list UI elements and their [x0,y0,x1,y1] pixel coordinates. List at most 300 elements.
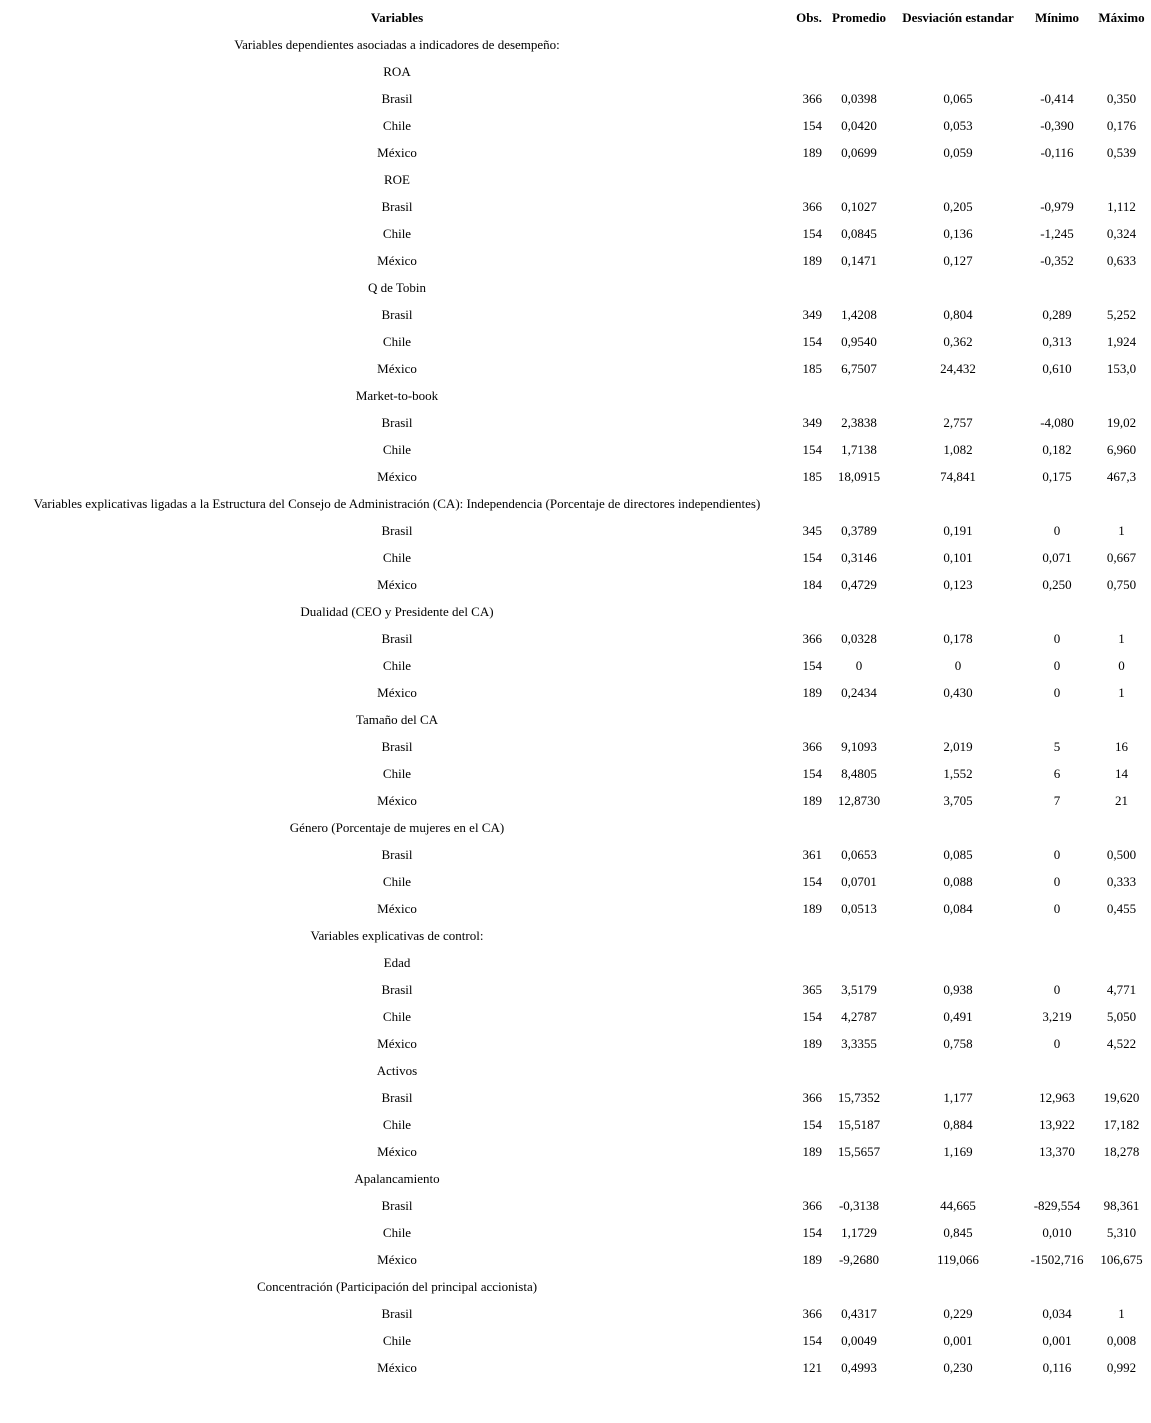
cell-promedio: 0,0420 [841,118,877,133]
table-row [0,1354,1151,1381]
cell-promedio: 1,4208 [841,307,877,322]
table-row [0,1057,1151,1084]
cell-minimo: 0,010 [1042,1225,1072,1240]
row-label: Q de Tobin [367,280,427,295]
table-row [0,166,1151,193]
table-row [0,274,1151,301]
cell-promedio: 0,4729 [841,577,877,592]
cell-promedio [824,598,894,625]
row-label: Brasil [381,1090,413,1105]
cell-promedio: 0,0653 [841,847,877,862]
cell-minimo: 0 [1053,631,1061,646]
cell-promedio: 2,3838 [841,415,877,430]
cell-minimo [1022,1273,1092,1300]
row-label: ROA [383,64,411,79]
row-label: México [377,1144,417,1159]
cell-obs: 185 [802,469,822,484]
cell-minimo [1022,382,1092,409]
cell-maximo [1092,31,1151,58]
row-label: México [377,685,417,700]
table-row [0,193,1151,220]
cell-promedio: 0,4993 [841,1360,877,1375]
cell-desviacion: 0,804 [943,307,973,322]
row-label: Brasil [381,982,413,997]
row-label: México [377,361,417,376]
cell-desviacion: 0,059 [943,145,973,160]
cell-promedio: 0,1027 [841,199,877,214]
table-row [0,409,1151,436]
row-label: México [377,577,417,592]
cell-desviacion [894,58,1022,85]
cell-minimo: 0 [1053,658,1061,673]
row-label: Chile [382,1009,412,1024]
cell-minimo: 6 [1053,766,1061,781]
cell-promedio: 1,1729 [841,1225,877,1240]
table-row [0,1300,1151,1327]
cell-minimo [1022,490,1092,517]
cell-minimo: -0,979 [1040,199,1074,214]
table-row [0,571,1151,598]
cell-minimo: 0,001 [1042,1333,1072,1348]
cell-desviacion [894,814,1022,841]
row-label: Variables explicativas ligadas a la Estructura del Consejo de Administración (CA): Independencia (Porcentaje de directores independientes) [33,496,761,511]
cell-minimo: -4,080 [1040,415,1074,430]
cell-obs: 349 [802,415,822,430]
cell-desviacion: 0,136 [943,226,973,241]
cell-maximo: 21 [1115,793,1128,808]
header-obs: Obs. [796,10,822,25]
cell-maximo: 5,310 [1106,1225,1137,1240]
cell-minimo: 0,034 [1042,1306,1072,1321]
table-row [0,58,1151,85]
cell-maximo: 1,924 [1106,334,1137,349]
row-label: Brasil [381,523,413,538]
cell-maximo: 0,455 [1106,901,1137,916]
cell-desviacion [894,949,1022,976]
cell-desviacion: 0,101 [943,550,973,565]
table-row [0,85,1151,112]
cell-minimo: -1502,716 [1030,1252,1084,1267]
cell-promedio: -0,3138 [838,1198,880,1213]
cell-obs: 366 [802,199,822,214]
cell-obs [794,598,824,625]
row-label: Chile [382,658,412,673]
cell-obs: 189 [802,1144,822,1159]
cell-maximo: 0,176 [1106,118,1137,133]
table-row [0,328,1151,355]
cell-obs: 154 [802,118,822,133]
table-row [0,976,1151,1003]
cell-desviacion: 0,127 [943,253,973,268]
cell-promedio: 0,0699 [841,145,877,160]
row-label: ROE [384,172,410,187]
cell-minimo: -0,116 [1040,145,1074,160]
cell-promedio: 0,3789 [841,523,877,538]
cell-promedio [824,922,894,949]
cell-obs: 154 [802,334,822,349]
cell-maximo: 153,0 [1106,361,1137,376]
cell-desviacion: 0,229 [943,1306,973,1321]
cell-minimo [1022,58,1092,85]
cell-maximo: 0,667 [1106,550,1137,565]
cell-promedio: 9,1093 [841,739,877,754]
cell-minimo: 0,289 [1042,307,1072,322]
cell-desviacion: 0,205 [943,199,973,214]
cell-desviacion: 74,841 [940,469,976,484]
cell-maximo: 4,771 [1106,982,1137,997]
cell-obs [794,922,824,949]
table-row [0,652,1151,679]
cell-minimo: 13,370 [1039,1144,1075,1159]
table-row [0,112,1151,139]
cell-obs: 185 [802,361,822,376]
cell-obs: 189 [802,1036,822,1051]
table-row [0,868,1151,895]
cell-obs [794,274,824,301]
cell-minimo: -0,352 [1040,253,1074,268]
cell-minimo: -0,390 [1040,118,1074,133]
cell-maximo: 98,361 [1103,1198,1140,1213]
cell-maximo [1092,922,1151,949]
row-label: México [377,793,417,808]
cell-desviacion: 1,552 [943,766,973,781]
cell-desviacion: 24,432 [940,361,976,376]
table-row [0,31,1151,58]
cell-obs: 366 [802,1198,822,1213]
cell-desviacion: 1,177 [943,1090,973,1105]
row-label: Chile [382,1225,412,1240]
cell-maximo: 4,522 [1106,1036,1137,1051]
cell-maximo [1092,490,1151,517]
cell-promedio: 0,9540 [841,334,877,349]
table-row [0,1327,1151,1354]
table-body [0,31,1151,1381]
cell-maximo: 1,112 [1107,199,1136,214]
cell-obs: 121 [802,1360,822,1375]
cell-desviacion: 0,191 [943,523,973,538]
cell-minimo [1022,814,1092,841]
cell-maximo: 1 [1118,1306,1125,1321]
cell-minimo: 0 [1053,901,1061,916]
table-row [0,1138,1151,1165]
cell-desviacion: 0,178 [943,631,973,646]
cell-promedio: 0,0049 [841,1333,877,1348]
cell-minimo: 7 [1053,793,1061,808]
cell-obs: 154 [802,1117,822,1132]
cell-promedio: 12,8730 [837,793,881,808]
table-row [0,1165,1151,1192]
cell-obs [794,814,824,841]
cell-obs: 184 [802,577,822,592]
cell-maximo: 0,539 [1106,145,1137,160]
cell-minimo: 3,219 [1042,1009,1072,1024]
cell-desviacion: 0,065 [943,91,973,106]
cell-minimo [1022,31,1092,58]
cell-minimo [1022,166,1092,193]
cell-maximo [1092,1057,1151,1084]
table-row [0,1030,1151,1057]
cell-obs: 366 [802,631,822,646]
cell-promedio: 8,4805 [841,766,877,781]
row-label: Market-to-book [355,388,439,403]
table-row [0,733,1151,760]
cell-maximo [1092,706,1151,733]
cell-maximo: 5,050 [1106,1009,1137,1024]
table-row [0,490,1151,517]
cell-desviacion [894,382,1022,409]
header-promedio: Promedio [832,10,886,25]
row-label: Chile [382,874,412,889]
row-label: Chile [382,1117,412,1132]
table-row [0,895,1151,922]
cell-minimo: 0 [1053,685,1061,700]
row-label: Activos [376,1063,418,1078]
cell-desviacion: 0,230 [943,1360,973,1375]
cell-desviacion [894,598,1022,625]
cell-minimo: 0 [1053,982,1061,997]
cell-promedio [824,706,894,733]
cell-desviacion [894,706,1022,733]
cell-minimo [1022,598,1092,625]
table-row [0,706,1151,733]
cell-desviacion: 0,938 [943,982,973,997]
row-label: Brasil [381,307,413,322]
table-row [0,139,1151,166]
cell-obs: 154 [802,1009,822,1024]
cell-minimo [1022,1057,1092,1084]
cell-desviacion: 3,705 [943,793,973,808]
cell-maximo: 1 [1118,631,1125,646]
cell-obs: 189 [802,145,822,160]
table-row [0,301,1151,328]
table-row [0,517,1151,544]
table-row [0,841,1151,868]
cell-obs [794,706,824,733]
row-label: Variables explicativas de control: [310,928,484,943]
cell-maximo [1092,382,1151,409]
cell-desviacion: 2,757 [943,415,973,430]
cell-promedio: 4,2787 [841,1009,877,1024]
cell-desviacion [894,490,1022,517]
cell-maximo: 0,324 [1106,226,1137,241]
row-label: Brasil [381,847,413,862]
cell-obs: 366 [802,1306,822,1321]
cell-promedio: 15,5187 [837,1117,881,1132]
cell-promedio [824,274,894,301]
cell-obs: 345 [802,523,822,538]
cell-maximo [1092,58,1151,85]
cell-maximo [1092,274,1151,301]
cell-desviacion: 119,066 [937,1252,979,1267]
cell-desviacion: 1,169 [943,1144,973,1159]
cell-desviacion: 0,758 [943,1036,973,1051]
cell-minimo: 5 [1053,739,1061,754]
row-label: México [377,1036,417,1051]
cell-promedio: 6,7507 [841,361,877,376]
cell-desviacion [894,1057,1022,1084]
cell-minimo: 0,313 [1042,334,1072,349]
cell-maximo: 19,620 [1103,1090,1140,1105]
cell-obs: 366 [802,1090,822,1105]
cell-promedio [824,1273,894,1300]
cell-desviacion: 1,082 [943,442,973,457]
cell-minimo [1022,922,1092,949]
header-row [0,4,1151,31]
cell-minimo: 0,071 [1042,550,1072,565]
row-label: Brasil [381,415,413,430]
cell-minimo [1022,1165,1092,1192]
cell-desviacion: 0,085 [943,847,973,862]
cell-minimo: 0,182 [1042,442,1072,457]
table-row [0,382,1151,409]
cell-obs [794,1165,824,1192]
cell-maximo: 6,960 [1106,442,1137,457]
cell-obs: 189 [802,901,822,916]
cell-promedio: 3,3355 [841,1036,877,1051]
cell-obs [794,58,824,85]
cell-minimo: 0 [1053,847,1061,862]
cell-promedio: 15,7352 [837,1090,881,1105]
cell-maximo [1092,814,1151,841]
cell-obs [794,490,824,517]
cell-promedio: 18,0915 [837,469,881,484]
cell-desviacion: 0,053 [943,118,973,133]
cell-promedio: 0,0513 [841,901,877,916]
cell-desviacion [894,31,1022,58]
cell-promedio: -9,2680 [838,1252,880,1267]
cell-minimo: -829,554 [1033,1198,1081,1213]
header-desviacion: Desviación estandar [902,10,1014,25]
table-row [0,1273,1151,1300]
row-label: México [377,901,417,916]
row-label: Dualidad (CEO y Presidente del CA) [300,604,494,619]
cell-maximo: 0,333 [1106,874,1137,889]
row-label: Chile [382,442,412,457]
cell-obs [794,949,824,976]
cell-desviacion: 0 [954,658,962,673]
cell-minimo [1022,706,1092,733]
cell-desviacion: 0,001 [943,1333,973,1348]
cell-desviacion: 0,084 [943,901,973,916]
cell-obs [794,166,824,193]
row-label: Chile [382,226,412,241]
cell-maximo: 5,252 [1106,307,1137,322]
table-row [0,949,1151,976]
row-label: México [377,253,417,268]
table-row [0,247,1151,274]
cell-desviacion: 0,123 [943,577,973,592]
cell-maximo: 467,3 [1106,469,1137,484]
cell-obs: 361 [802,847,822,862]
cell-obs: 154 [802,226,822,241]
cell-desviacion: 44,665 [940,1198,976,1213]
cell-maximo: 0,008 [1106,1333,1137,1348]
cell-promedio: 0,0398 [841,91,877,106]
cell-obs [794,1057,824,1084]
cell-promedio [824,58,894,85]
cell-obs: 154 [802,1225,822,1240]
cell-maximo: 0 [1118,658,1125,673]
cell-maximo: 1 [1118,685,1125,700]
cell-desviacion: 0,088 [943,874,973,889]
cell-obs: 189 [802,685,822,700]
table-row [0,463,1151,490]
cell-obs: 365 [802,982,822,997]
cell-desviacion: 0,884 [943,1117,973,1132]
cell-promedio: 15,5657 [837,1144,881,1159]
row-label: Chile [382,766,412,781]
cell-minimo: 12,963 [1039,1090,1075,1105]
cell-promedio: 0 [855,658,863,673]
cell-promedio: 0,2434 [841,685,877,700]
row-label: Variables dependientes asociadas a indicadores de desempeño: [234,37,560,52]
cell-promedio [824,166,894,193]
table-row [0,220,1151,247]
cell-maximo: 18,278 [1103,1144,1140,1159]
cell-promedio [824,1057,894,1084]
row-label: Apalancamiento [354,1171,440,1186]
header-minimo: Mínimo [1034,10,1080,25]
table-row [0,922,1151,949]
cell-promedio: 0,0328 [841,631,877,646]
row-label: Brasil [381,631,413,646]
cell-desviacion: 0,845 [943,1225,973,1240]
cell-minimo: 0 [1053,1036,1061,1051]
cell-desviacion [894,274,1022,301]
cell-maximo: 16 [1115,739,1128,754]
cell-minimo: -1,245 [1040,226,1074,241]
table-row [0,355,1151,382]
cell-maximo: 0,992 [1106,1360,1137,1375]
cell-obs: 349 [802,307,822,322]
table-row [0,1003,1151,1030]
cell-obs: 154 [802,658,822,673]
cell-desviacion: 0,430 [943,685,973,700]
cell-minimo: 0,175 [1042,469,1072,484]
cell-minimo: 0,250 [1042,577,1072,592]
cell-promedio: 0,4317 [841,1306,877,1321]
cell-maximo: 14 [1115,766,1128,781]
cell-desviacion [894,922,1022,949]
cell-maximo: 0,350 [1106,91,1137,106]
cell-desviacion [894,166,1022,193]
cell-desviacion [894,1165,1022,1192]
cell-promedio: 0,0845 [841,226,877,241]
row-label: Chile [382,1333,412,1348]
cell-maximo: 17,182 [1103,1117,1140,1132]
row-label: Concentración (Participación del principal accionista) [256,1279,538,1294]
cell-maximo [1092,1273,1151,1300]
cell-promedio: 1,7138 [841,442,877,457]
cell-minimo: 13,922 [1039,1117,1075,1132]
cell-minimo [1022,274,1092,301]
cell-maximo: 0,500 [1106,847,1137,862]
table-row [0,436,1151,463]
row-label: Brasil [381,739,413,754]
cell-minimo [1022,949,1092,976]
cell-promedio: 3,5179 [841,982,877,997]
row-label: Edad [383,955,411,970]
row-label: Brasil [381,1198,413,1213]
row-label: México [377,469,417,484]
table-row [0,1246,1151,1273]
cell-minimo: 0,610 [1042,361,1072,376]
cell-obs: 189 [802,253,822,268]
cell-obs: 154 [802,766,822,781]
cell-promedio [824,814,894,841]
cell-desviacion: 0,491 [943,1009,973,1024]
cell-promedio: 0,1471 [841,253,877,268]
